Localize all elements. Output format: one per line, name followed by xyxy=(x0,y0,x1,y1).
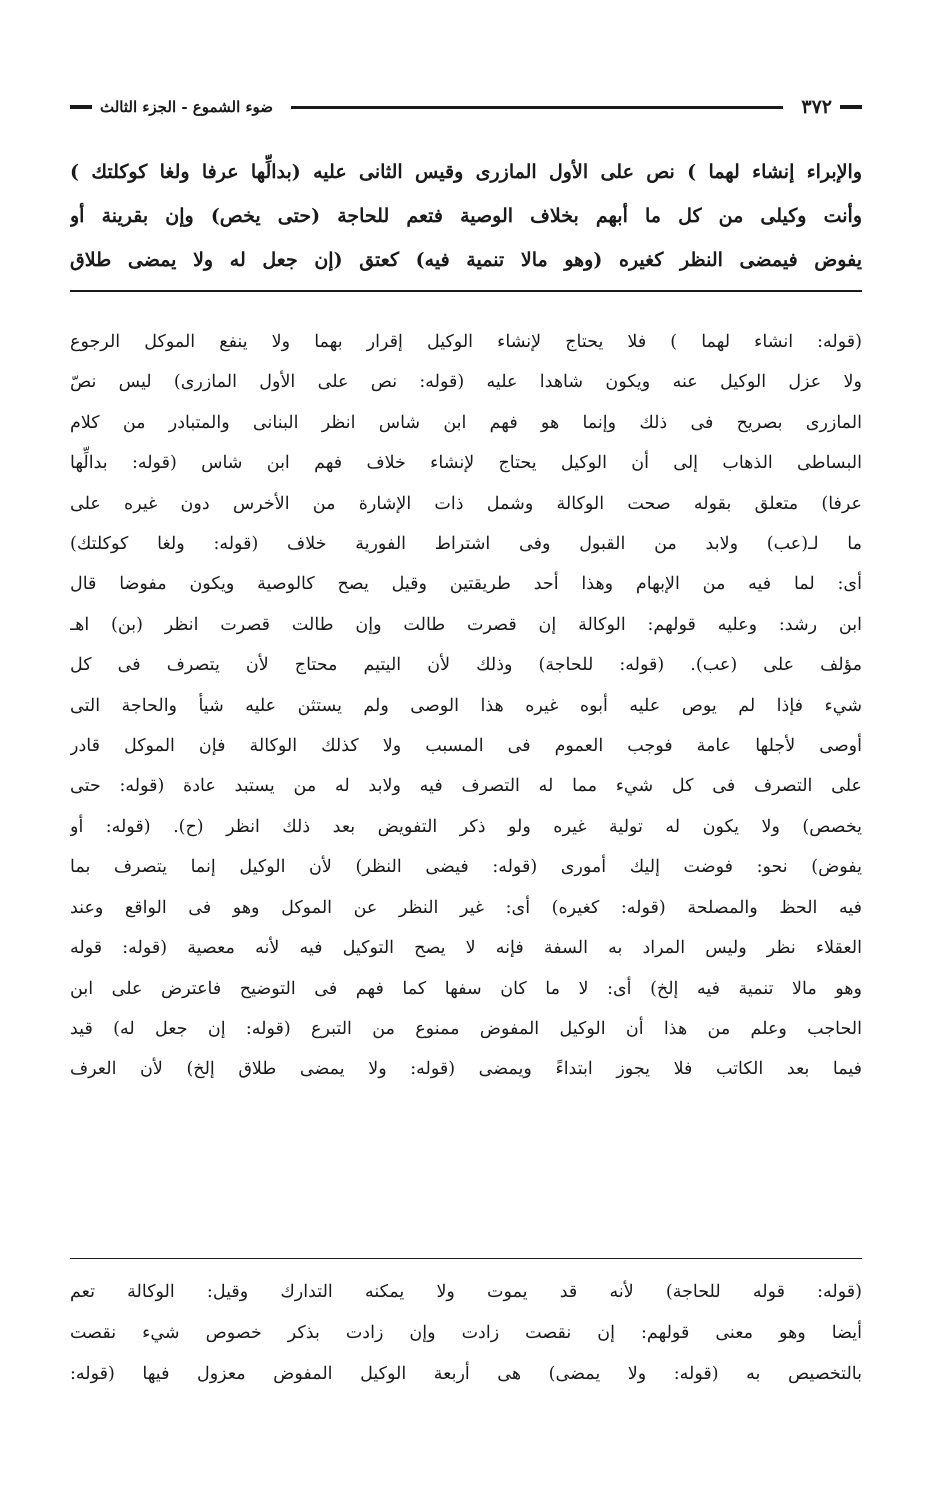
commentary-line: الحاجب وعلم من هذا أن الوكيل المفوض ممنوع من التبرع (قوله: إن جعل له) قيد xyxy=(70,1018,862,1039)
commentary-line: ابن رشد: وعليه قولهم: الوكالة إن قصرت طالت وإن طالت قصرت انظر (بن) اهـ xyxy=(70,614,862,635)
matn-line: وأنت وكيلى من كل ما أبهم بخلاف الوصية فتعم للحاجة (حتى يخص) وإن بقرينة أو xyxy=(70,205,862,227)
page-number: ٣٧٢ xyxy=(801,96,832,118)
commentary-text xyxy=(70,322,862,1090)
commentary-line: شيء فإذا لم يوص عليه أبوه غيره هذا الوصى ولم يستثن عليه شيأ والحاجة التى xyxy=(70,695,862,716)
matn-divider xyxy=(70,290,862,292)
commentary-line: عرفا) متعلق بقوله صحت الوكالة وشمل ذات الإشارة من الأخرس دون غيره على xyxy=(70,493,862,514)
footnote-divider xyxy=(70,1258,862,1259)
commentary-line: ولا عزل الوكيل عنه ويكون شاهدا عليه (قوله: نص على الأول المازرى) ليس نصّ xyxy=(70,372,862,393)
running-title: ضوء الشموع - الجزء الثالث xyxy=(100,98,274,116)
commentary-line: المازرى بصريح فى ذلك وإنما هو فهم ابن شاس انظر البنانى والمتبادر من كلام xyxy=(70,412,862,433)
page-header xyxy=(70,92,862,122)
header-rule xyxy=(291,106,783,109)
header-dash xyxy=(70,105,92,109)
matn-text xyxy=(70,150,862,282)
matn-line: يفوض فيمضى النظر كغيره (وهو مالا تنمية فيه) كعتق (إن جعل له ولا يمضى طلاق xyxy=(70,249,862,271)
footnote-line: (قوله: قوله للحاجة) لأنه قد يموت ولا يمكنه التدارك وقيل: الوكالة تعم xyxy=(70,1282,862,1302)
footnote-line: أيضا وهو معنى قولهم: إن نقصت زادت وإن زادت بذكر خصوص شيء نقصت xyxy=(70,1323,862,1343)
footnote-text xyxy=(70,1272,862,1395)
footnote-line: بالتخصيص به (قوله: ولا يمضى) هى أربعة الوكيل المفوض معزول فيها (قوله: xyxy=(70,1364,862,1384)
commentary-line: أى: لما فيه من الإبهام وهذا أحد طريقتين وقيل يصح كالوصية ويكون مفوضا قال xyxy=(70,574,862,595)
header-dash xyxy=(840,105,862,109)
matn-line: والإبراء إنشاء لهما ) نص على الأول المازرى وقيس الثانى عليه (بدالِّها عرفا ولغا كوكلتك ) xyxy=(70,161,862,183)
commentary-line: ما لـ(عب) ولابد من القبول وفى اشتراط الفورية خلاف (قوله: ولغا كوكلتك) xyxy=(70,534,862,555)
commentary-line: أوصى لأجلها عامة فوجب العموم فى المسبب ولا كذلك الوكالة فإن الموكل قادر xyxy=(70,736,862,757)
commentary-line: البساطى الذهاب إلى أن الوكيل يحتاج لإنشاء خلاف فهم ابن شاس (قوله: بدالِّها xyxy=(70,453,862,474)
commentary-line: فيما بعد الكاتب فلا يجوز ابتداءً ويمضى (قوله: ولا يمضى طلاق إلخ) لأن العرف xyxy=(70,1059,862,1080)
commentary-line: يفوض) نحو: فوضت إليك أمورى (قوله: فيضى النظر) لأن الوكيل إنما يتصرف بما xyxy=(70,857,862,878)
commentary-line: وهو مالا تنمية فيه إلخ) أى: لا ما كان سفها كما فهم فى التوضيح فاعترض على ابن xyxy=(70,978,862,999)
commentary-line: فيه الحظ والمصلحة (قوله: كغيره) أى: غير النظر عن الموكل وهو فى الواقع وعند xyxy=(70,897,862,918)
commentary-line: العقلاء نظر وليس المراد به السفة فإنه لا يصح التوكيل فيه لأنه معصية (قوله: قوله xyxy=(70,938,862,959)
commentary-line: يخصص) ولا يكون له تولية غيره ولو ذكر التفويض بعد ذلك انظر (ح). (قوله: أو xyxy=(70,816,862,837)
commentary-line: مؤلف على (عب). (قوله: للحاجة) وذلك لأن اليتيم محتاج لأن يتصرف فى كل xyxy=(70,655,862,676)
commentary-line: (قوله: انشاء لهما ) فلا يحتاج لإنشاء الوكيل إقرار بهما ولا ينفع الموكل الرجوع xyxy=(70,332,862,352)
commentary-line: على التصرف فى كل شيء مما له التصرف فيه ولابد له من يستبد عادة (قوله: حتى xyxy=(70,776,862,797)
